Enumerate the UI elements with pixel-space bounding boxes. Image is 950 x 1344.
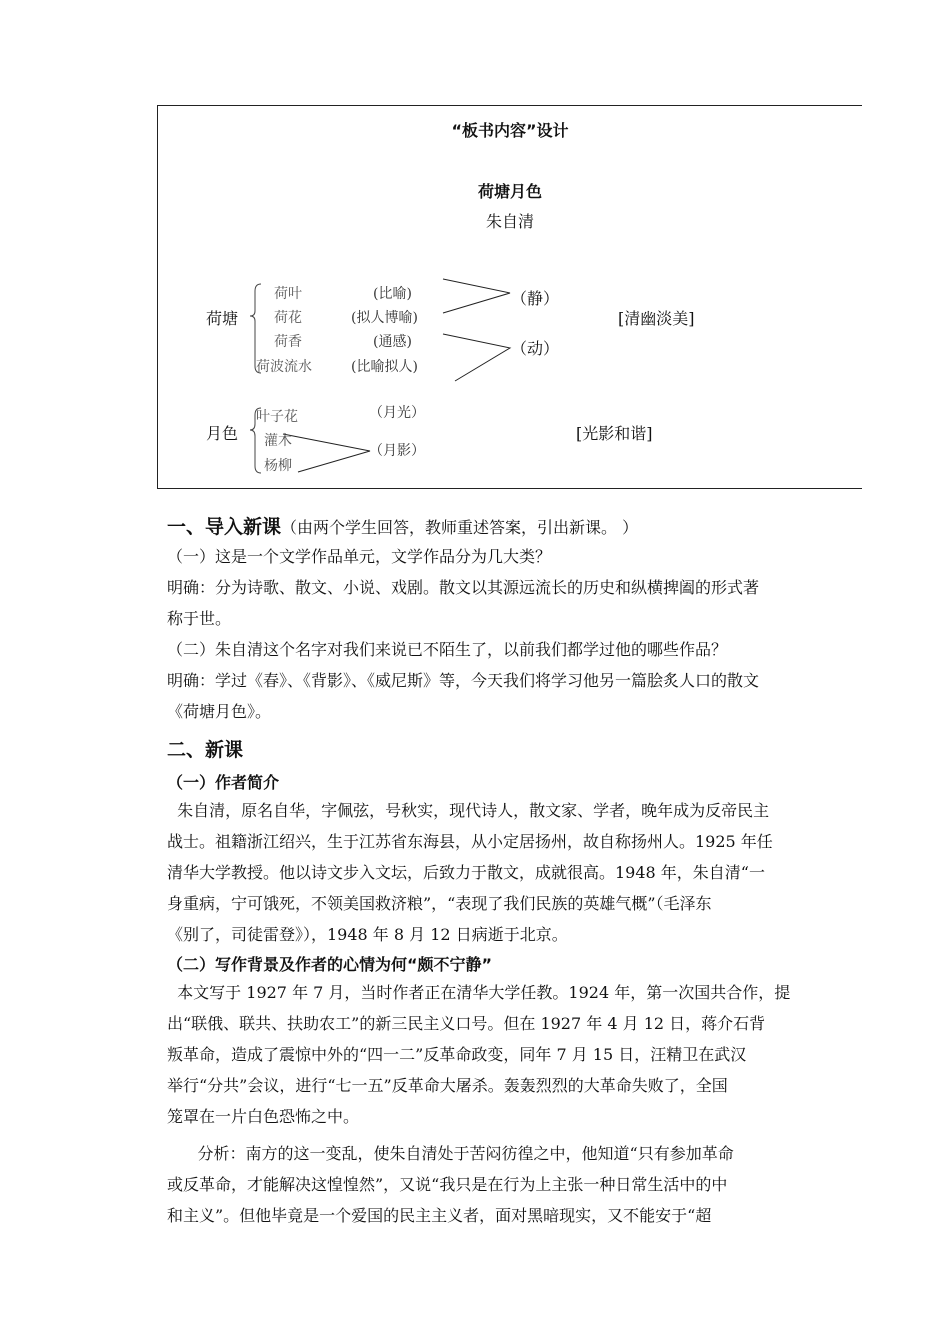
- subsection-background: （二）写作背景及作者的心情为何“颇不宁静”: [167, 955, 493, 974]
- bio-line: 身重病，宁可饿死，不领美国救济粮”，“表现了我们民族的英雄气概”（毛泽东: [167, 894, 712, 913]
- analysis-line: 或反革命，才能解决这惶惶然”，又说“我只是在行为上主张一种日常生活中的中: [167, 1175, 728, 1194]
- moon-item: 灌木: [264, 433, 292, 449]
- background-line: 出“联俄、联共、扶助农工”的新三民主义口号。但在 1927 年 4 月 12 日，蒋介石背: [167, 1014, 766, 1033]
- background-line: 叛革命，造成了震惊中外的“四一二”反革命政变，同年 7 月 15 日，汪精卫在武汉: [167, 1045, 747, 1064]
- section-intro: [167, 512, 857, 727]
- section-heading: 二、新课: [167, 739, 244, 761]
- question-2: （二）朱自清这个名字对我们来说已不陌生了，以前我们都学过他的哪些作品？: [167, 640, 728, 659]
- pond-method: (比喻拟人): [351, 359, 418, 375]
- moon-item: 叶子花: [256, 409, 298, 425]
- board-design-box: [157, 105, 862, 489]
- pond-state-dynamic: （动）: [511, 339, 560, 358]
- moon-state-light: （月光）: [369, 405, 425, 421]
- analysis-line: 分析：南方的这一变乱，使朱自清处于苦闷彷徨之中，他知道“只有参加革命: [167, 1144, 734, 1163]
- pond-method: (拟人博喻): [351, 310, 418, 326]
- pond-item: 荷叶: [274, 286, 302, 302]
- bio-line: 清华大学教授。他以诗文步入文坛，后致力于散文，成就很高。1948 年，朱自清“一: [167, 863, 765, 882]
- background-line: 举行“分共”会议，进行“七一五”反革命大屠杀。轰轰烈烈的大革命失败了，全国: [167, 1076, 728, 1095]
- section-heading: [167, 512, 857, 539]
- pond-method: (通感): [373, 334, 412, 350]
- board-subtitle: 荷塘月色: [477, 182, 542, 201]
- bio-line: 战士。祖籍浙江绍兴，生于江苏省东海县，从小定居扬州，故自称扬州人。1925 年任: [167, 832, 773, 851]
- bio-line: 《别了，司徒雷登》），1948 年 8 月 12 日病逝于北京。: [167, 925, 568, 944]
- question-1: （一）这是一个文学作品单元，文学作品分为几大类？: [167, 547, 552, 566]
- pond-method: (比喻): [373, 286, 412, 302]
- pond-summary: [清幽淡美]: [618, 309, 695, 328]
- pond-item: 荷花: [274, 310, 302, 326]
- pond-state-static: （静）: [511, 289, 560, 308]
- moon-label: 月色: [206, 424, 239, 443]
- section-heading-text: 一、导入新课: [167, 516, 282, 538]
- bio-line: 朱自清，原名自华，字佩弦，号秋实，现代诗人，散文家、学者，晚年成为反帝民主: [167, 801, 770, 820]
- analysis-line: 和主义”。但他毕竟是一个爱国的民主主义者，面对黑暗现实，又不能安于“超: [167, 1206, 712, 1225]
- answer-1: 明确：分为诗歌、散文、小说、戏剧。散文以其源远流长的历史和纵横捭阖的形式著: [167, 578, 760, 597]
- answer-1-cont: 称于世。: [167, 609, 232, 628]
- answer-2: 明确：学过《春》、《背影》、《威尼斯》等，今天我们将学习他另一篇脍炙人口的散文: [167, 671, 760, 690]
- moon-state-shadow: （月影）: [369, 443, 425, 459]
- pond-item: 荷波流水: [256, 359, 312, 375]
- subsection-author: （一）作者简介: [167, 773, 280, 792]
- pond-item: 荷香: [274, 334, 302, 350]
- board-title: “板书内容”设计: [451, 121, 569, 140]
- board-author: 朱自清: [485, 212, 534, 231]
- background-line: 笼罩在一片白色恐怖之中。: [167, 1107, 360, 1126]
- section-new-lesson: [167, 735, 857, 1231]
- answer-2-cont: 《荷塘月色》。: [167, 702, 272, 721]
- pond-label: 荷塘: [206, 309, 239, 328]
- background-line: 本文写于 1927 年 7 月，当时作者正在清华大学任教。1924 年，第一次国共合作，提: [167, 983, 791, 1002]
- moon-summary: [光影和谐]: [576, 424, 653, 443]
- moon-item: 杨柳: [264, 458, 292, 474]
- section-heading-note: （由两个学生回答，教师重述答案，引出新课。 ）: [281, 518, 639, 537]
